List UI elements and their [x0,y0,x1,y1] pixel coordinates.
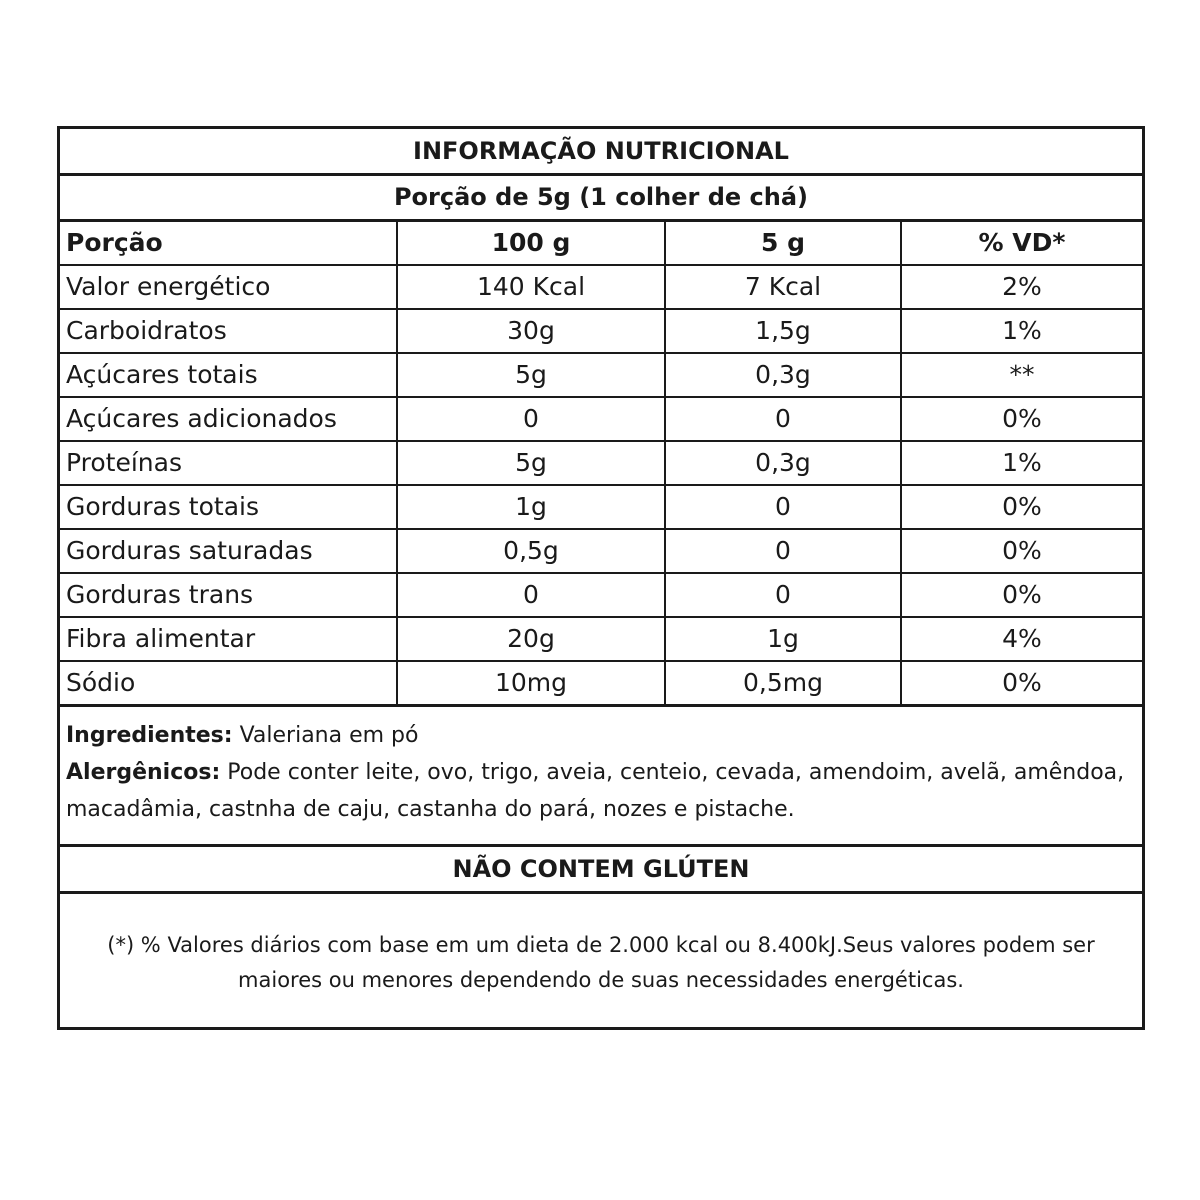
value-5g: 0 [665,397,901,441]
value-100g: 5g [397,441,665,485]
table-row [60,397,1142,441]
table-row [60,441,1142,485]
table-header-row [60,222,1142,265]
table-row [60,573,1142,617]
allergens-line [66,754,1136,828]
value-5g: 0 [665,485,901,529]
header-cell: 100 g [397,222,665,265]
value-vd: 0% [901,573,1142,617]
value-100g: 1g [397,485,665,529]
value-5g: 0 [665,529,901,573]
ingredients-text: Valeriana em pó [232,723,419,748]
nutrient-name: Gorduras totais [60,485,397,529]
portion-info: Porção de 5g (1 colher de chá) [60,176,1142,222]
value-vd: 0% [901,529,1142,573]
nutrition-table [60,222,1142,707]
nutrient-name: Gorduras trans [60,573,397,617]
value-vd: ** [901,353,1142,397]
nutrient-name: Açúcares totais [60,353,397,397]
allergens-text: Pode conter leite, ovo, trigo, aveia, centeio, cevada, amendoim, avelã, amêndoa, macadâmia, castnha de caju, castanha do pará, nozes e pistache. [66,760,1125,822]
table-row [60,353,1142,397]
value-5g: 7 Kcal [665,265,901,309]
header-cell: % VD* [901,222,1142,265]
nutrition-label [57,126,1145,1030]
table-row [60,309,1142,353]
table-row [60,661,1142,706]
table-row [60,485,1142,529]
value-vd: 0% [901,485,1142,529]
value-100g: 10mg [397,661,665,706]
value-100g: 140 Kcal [397,265,665,309]
ingredients-label: Ingredientes: [66,723,233,748]
value-5g: 0,3g [665,441,901,485]
header-cell: 5 g [665,222,901,265]
label-title: INFORMAÇÃO NUTRICIONAL [60,129,1142,176]
value-100g: 5g [397,353,665,397]
ingredients-section [60,707,1142,847]
nutrient-name: Proteínas [60,441,397,485]
value-vd: 1% [901,441,1142,485]
value-100g: 0 [397,397,665,441]
value-5g: 1,5g [665,309,901,353]
value-100g: 0,5g [397,529,665,573]
value-vd: 1% [901,309,1142,353]
value-vd: 0% [901,397,1142,441]
value-100g: 20g [397,617,665,661]
nutrient-name: Fibra alimentar [60,617,397,661]
ingredients-line [66,717,1136,754]
table-row [60,617,1142,661]
value-5g: 1g [665,617,901,661]
nutrient-name: Sódio [60,661,397,706]
value-100g: 30g [397,309,665,353]
value-vd: 4% [901,617,1142,661]
nutrient-name: Carboidratos [60,309,397,353]
daily-value-footnote: (*) % Valores diários com base em um dieta de 2.000 kcal ou 8.400kJ.Seus valores podem ser maiores ou menores dependendo de suas necessidades energéticas. [107,933,1095,992]
nutrient-name: Valor energético [60,265,397,309]
nutrient-name: Açúcares adicionados [60,397,397,441]
value-vd: 0% [901,661,1142,706]
value-5g: 0,3g [665,353,901,397]
allergens-label: Alergênicos: [66,760,221,785]
gluten-notice: NÃO CONTEM GLÚTEN [60,847,1142,894]
nutrient-name: Gorduras saturadas [60,529,397,573]
table-row [60,529,1142,573]
header-cell: Porção [60,222,397,265]
value-vd: 2% [901,265,1142,309]
value-5g: 0,5mg [665,661,901,706]
table-row [60,265,1142,309]
value-5g: 0 [665,573,901,617]
value-100g: 0 [397,573,665,617]
